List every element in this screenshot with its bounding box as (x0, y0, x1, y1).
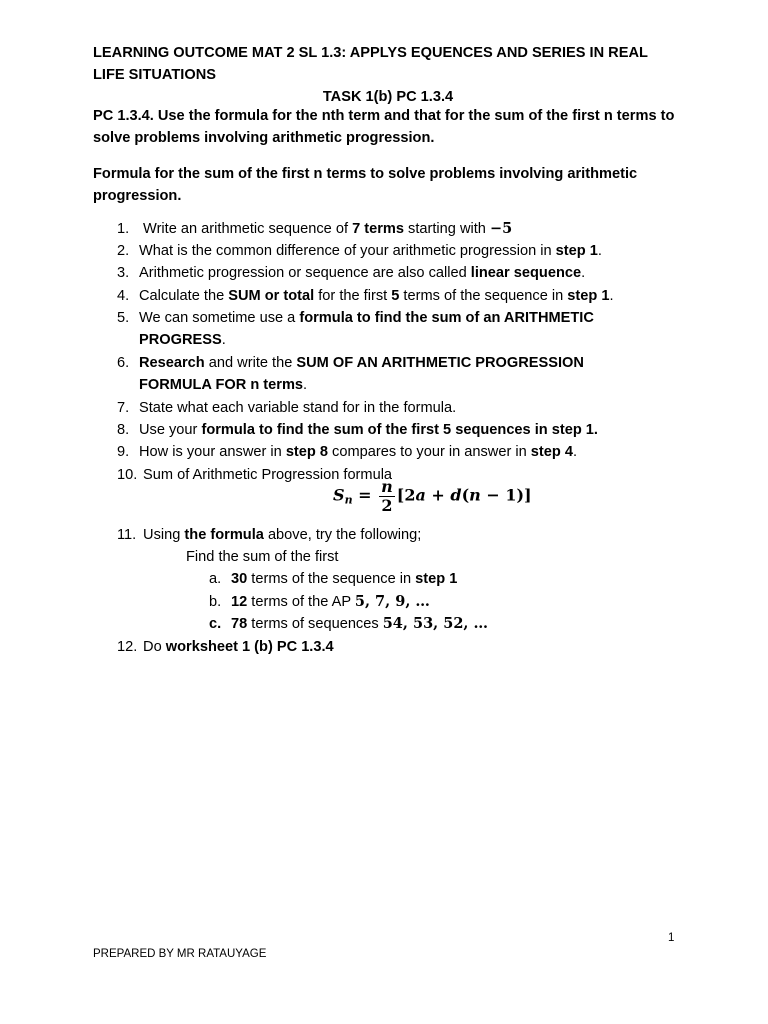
list-item: 12. Do worksheet 1 (b) PC 1.3.4 (117, 639, 334, 655)
list-item: 2. What is the common difference of your arithmetic progression in step 1. (117, 243, 602, 259)
list-item: 7. State what each variable stand for in the formula. (117, 400, 457, 416)
list-item: 1. Write an arithmetic sequence of 7 terms starting with −5 (117, 220, 513, 237)
list-item: 9. How is your answer in step 8 compares to your in answer in step 4. (117, 444, 578, 460)
sub-item: c. 78 terms of sequences 54, 53, 52, … (209, 615, 489, 632)
list-item-continuation: PROGRESS. (139, 332, 226, 348)
task-heading: TASK 1(b) PC 1.3.4 (322, 89, 454, 105)
list-item-continuation: FORMULA FOR n terms. (139, 377, 308, 393)
list-item: 5. We can sometime use a formula to find the sum of an ARITHMETIC (117, 310, 594, 326)
document-title: LEARNING OUTCOME MAT 2 SL 1.3: APPLYS EQUENCES AND SERIES IN REAL LIFE SITUATIONS (93, 45, 648, 83)
fraction: $\frac{n}{2}$ (381, 477, 393, 515)
page-number: 1 (668, 932, 675, 944)
section-heading: Formula for the sum of the first n terms to solve problems involving arithmetic progression. (93, 166, 638, 204)
sub-item: a. 30 terms of the sequence in step 1 (209, 571, 458, 587)
list-item: 3. Arithmetic progression or sequence are also called linear sequence. (117, 265, 586, 281)
sum-formula: $S_n$ = $\frac{n}{2}$ [2a + d(n − 1)] (333, 477, 532, 515)
list-item: 4. Calculate the SUM or total for the first 5 terms of the sequence in step 1. (117, 288, 614, 304)
sub-item: b. 12 terms of the AP 5, 7, 9, … (209, 593, 430, 610)
list-item: 10. Sum of Arithmetic Progression formula (117, 467, 393, 483)
footer-prepared-by: PREPARED BY MR RATAUYAGE (93, 948, 267, 960)
pc-statement: PC 1.3.4. Use the formula for the nth term and that for the sum of the first n terms to solve problems involving arithmetic progression. (93, 108, 675, 146)
list-item: 8. Use your formula to find the sum of the first 5 sequences in step 1. (117, 422, 598, 438)
sub-instruction: Find the sum of the first (186, 549, 339, 565)
list-item: 11. Using the formula above, try the following; (117, 527, 422, 543)
list-item: 6. Research and write the SUM OF AN ARITHMETIC PROGRESSION (117, 355, 584, 371)
